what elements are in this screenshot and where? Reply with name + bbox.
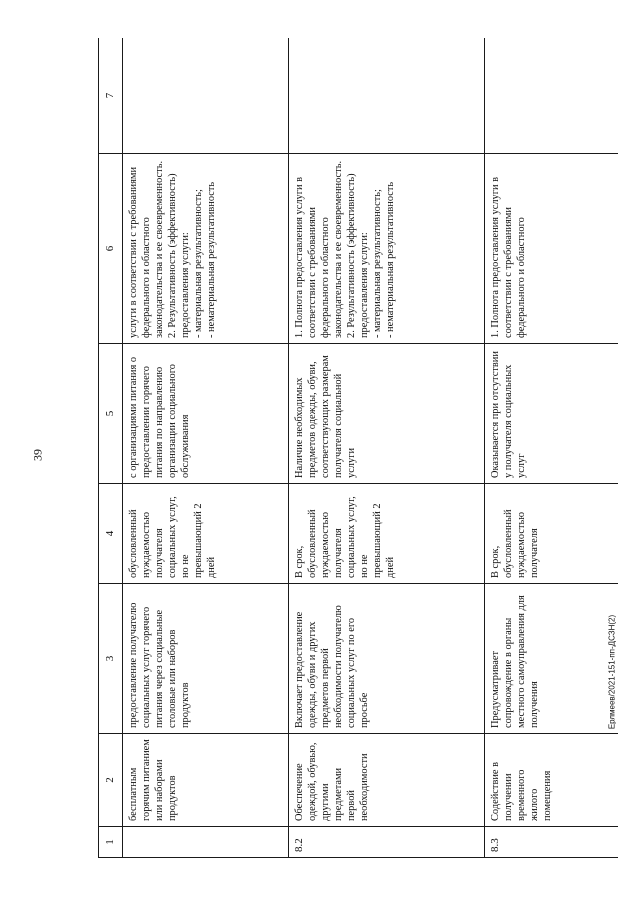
notes-cell [289, 38, 485, 154]
table-row [123, 38, 289, 858]
quality-criteria-cell: 1. Полнота предоставления услуги в соответствии с требованиями федерального и областного [485, 154, 619, 344]
row-number-cell: 8.2 [289, 827, 485, 858]
table-row [289, 38, 485, 858]
row-number-cell: 8.3 [485, 827, 619, 858]
row-number-cell [123, 827, 289, 858]
service-term-cell: В срок, обусловленный нуждаемостью получателя [485, 484, 619, 584]
service-term-cell: В срок, обусловленный нуждаемостью получателя социальных услуг, но не превышающий 2 дней [289, 484, 485, 584]
service-volume-cell: с организациями питания о предоставлении горячего питания по направлению организации социального обслуживания [123, 344, 289, 484]
column-header: 5 [99, 344, 123, 484]
service-term-cell: обусловленный нуждаемостью получателя социальных услуг, но не превышающий 2 дней [123, 484, 289, 584]
services-table [98, 38, 618, 858]
rotated-table-frame [98, 38, 618, 858]
quality-criteria-cell: 1. Полнота предоставления услуги в соответствии с требованиями федерального и областного законодательства и ее своевременность. 2. Результативность (эффективность) предоставления услуги: - материальная результативность; - нематериальная результативность [289, 154, 485, 344]
service-name-cell: бесплатным горячим питанием или наборами продуктов [123, 734, 289, 827]
service-description-cell: Предусматривает сопровождение в органы местного самоуправления для получения [485, 584, 619, 734]
page-number: 39 [30, 449, 45, 461]
service-description-cell: предоставление получателю социальных услуг горячего питания через социальные столовые или наборов продуктов [123, 584, 289, 734]
table-row [485, 38, 619, 858]
services-table-container [98, 38, 618, 858]
column-header: 7 [99, 38, 123, 154]
service-volume-cell: Наличие необходимых предметов одежды, обуви, соответствующих размерам получателя социальной услуги [289, 344, 485, 484]
notes-cell [123, 38, 289, 154]
table-header-row [99, 38, 123, 858]
service-volume-cell: Оказывается при отсутствии у получателя социальных услуг [485, 344, 619, 484]
column-header: 6 [99, 154, 123, 344]
column-header: 2 [99, 734, 123, 827]
service-name-cell: Содействие в получении временного жилого помещения [485, 734, 619, 827]
service-description-cell: Включает предоставление одежды, обуви и других предметов первой необходимости получателю социальных услуг по его просьбе [289, 584, 485, 734]
service-name-cell: Обеспечение одеждой, обувью, другими предметами первой необходимости [289, 734, 485, 827]
notes-cell [485, 38, 619, 154]
column-header: 3 [99, 584, 123, 734]
document-registration-note: Ерлмеев/2021-151-пп-ДСЗН(2) [607, 614, 617, 730]
column-header: 4 [99, 484, 123, 584]
column-header: 1 [99, 827, 123, 858]
quality-criteria-cell: услуги в соответствии с требованиями федерального и областного законодательства и ее своевременность. 2. Результативность (эффективность) предоставления услуги: - материальная результативность; - нематериальная результативность [123, 154, 289, 344]
